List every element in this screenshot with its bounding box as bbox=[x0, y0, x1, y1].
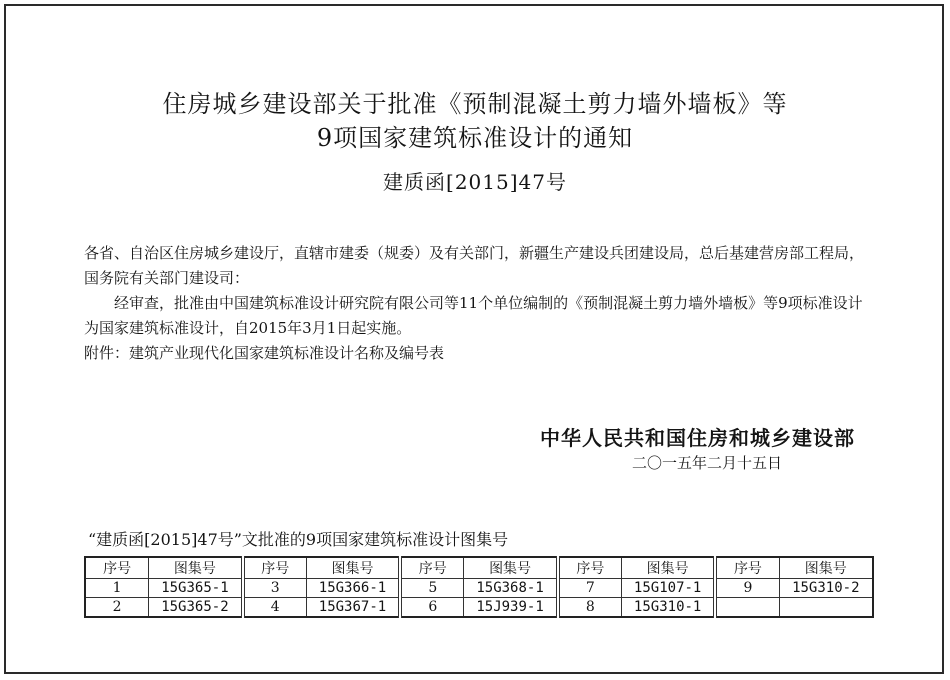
table-row bbox=[85, 579, 873, 598]
header-seq: 序号 bbox=[400, 557, 464, 579]
seq-cell: 9 bbox=[715, 579, 779, 598]
code-cell bbox=[779, 598, 873, 618]
header-seq: 序号 bbox=[85, 557, 149, 579]
seq-cell: 5 bbox=[400, 579, 464, 598]
issuing-authority: 中华人民共和国住房和城乡建设部 bbox=[540, 426, 855, 450]
seq-cell: 6 bbox=[400, 598, 464, 618]
header-code: 图集号 bbox=[306, 557, 400, 579]
seq-cell: 8 bbox=[558, 598, 622, 618]
notice-title-line-1: 住房城乡建设部关于批准《预制混凝土剪力墙外墙板》等 bbox=[162, 90, 788, 118]
seq-cell bbox=[715, 598, 779, 618]
header-seq: 序号 bbox=[243, 557, 307, 579]
code-cell: 15G365-1 bbox=[149, 579, 243, 598]
document-number: 建质函[2015]47号 bbox=[383, 170, 567, 194]
issue-date: 二〇一五年二月十五日 bbox=[632, 454, 783, 472]
code-cell: 15G365-2 bbox=[149, 598, 243, 618]
header-code: 图集号 bbox=[464, 557, 558, 579]
code-cell: 15G107-1 bbox=[621, 579, 715, 598]
code-cell: 15J939-1 bbox=[464, 598, 558, 618]
table-caption: “建质函[2015]47号”文批准的9项国家建筑标准设计图集号 bbox=[88, 530, 509, 549]
header-seq: 序号 bbox=[715, 557, 779, 579]
code-cell: 15G366-1 bbox=[306, 579, 400, 598]
seq-cell: 1 bbox=[85, 579, 149, 598]
table-row bbox=[85, 598, 873, 618]
code-cell: 15G310-1 bbox=[621, 598, 715, 618]
seq-cell: 2 bbox=[85, 598, 149, 618]
content-paragraph: 经审查，批准由中国建筑标准设计研究院有限公司等11个单位编制的《预制混凝土剪力墙外墙板》等9项标准设计为国家建筑标准设计，自2015年3月1日起实施。 bbox=[84, 294, 863, 337]
header-code: 图集号 bbox=[779, 557, 873, 579]
code-cell: 15G367-1 bbox=[306, 598, 400, 618]
seq-cell: 4 bbox=[243, 598, 307, 618]
seq-cell: 3 bbox=[243, 579, 307, 598]
standards-table bbox=[84, 556, 874, 618]
header-code: 图集号 bbox=[621, 557, 715, 579]
header-seq: 序号 bbox=[558, 557, 622, 579]
header-code: 图集号 bbox=[149, 557, 243, 579]
code-cell: 15G310-2 bbox=[779, 579, 873, 598]
seq-cell: 7 bbox=[558, 579, 622, 598]
code-cell: 15G368-1 bbox=[464, 579, 558, 598]
recipients-paragraph: 各省、自治区住房城乡建设厅，直辖市建委（规委）及有关部门，新疆生产建设兵团建设局，总后基建营房部工程局，国务院有关部门建设司： bbox=[84, 244, 865, 287]
notice-title-line-2: 9项国家建筑标准设计的通知 bbox=[316, 124, 634, 152]
attachment-line: 附件：建筑产业现代化国家建筑标准设计名称及编号表 bbox=[84, 344, 445, 362]
table-header-row bbox=[85, 557, 873, 579]
